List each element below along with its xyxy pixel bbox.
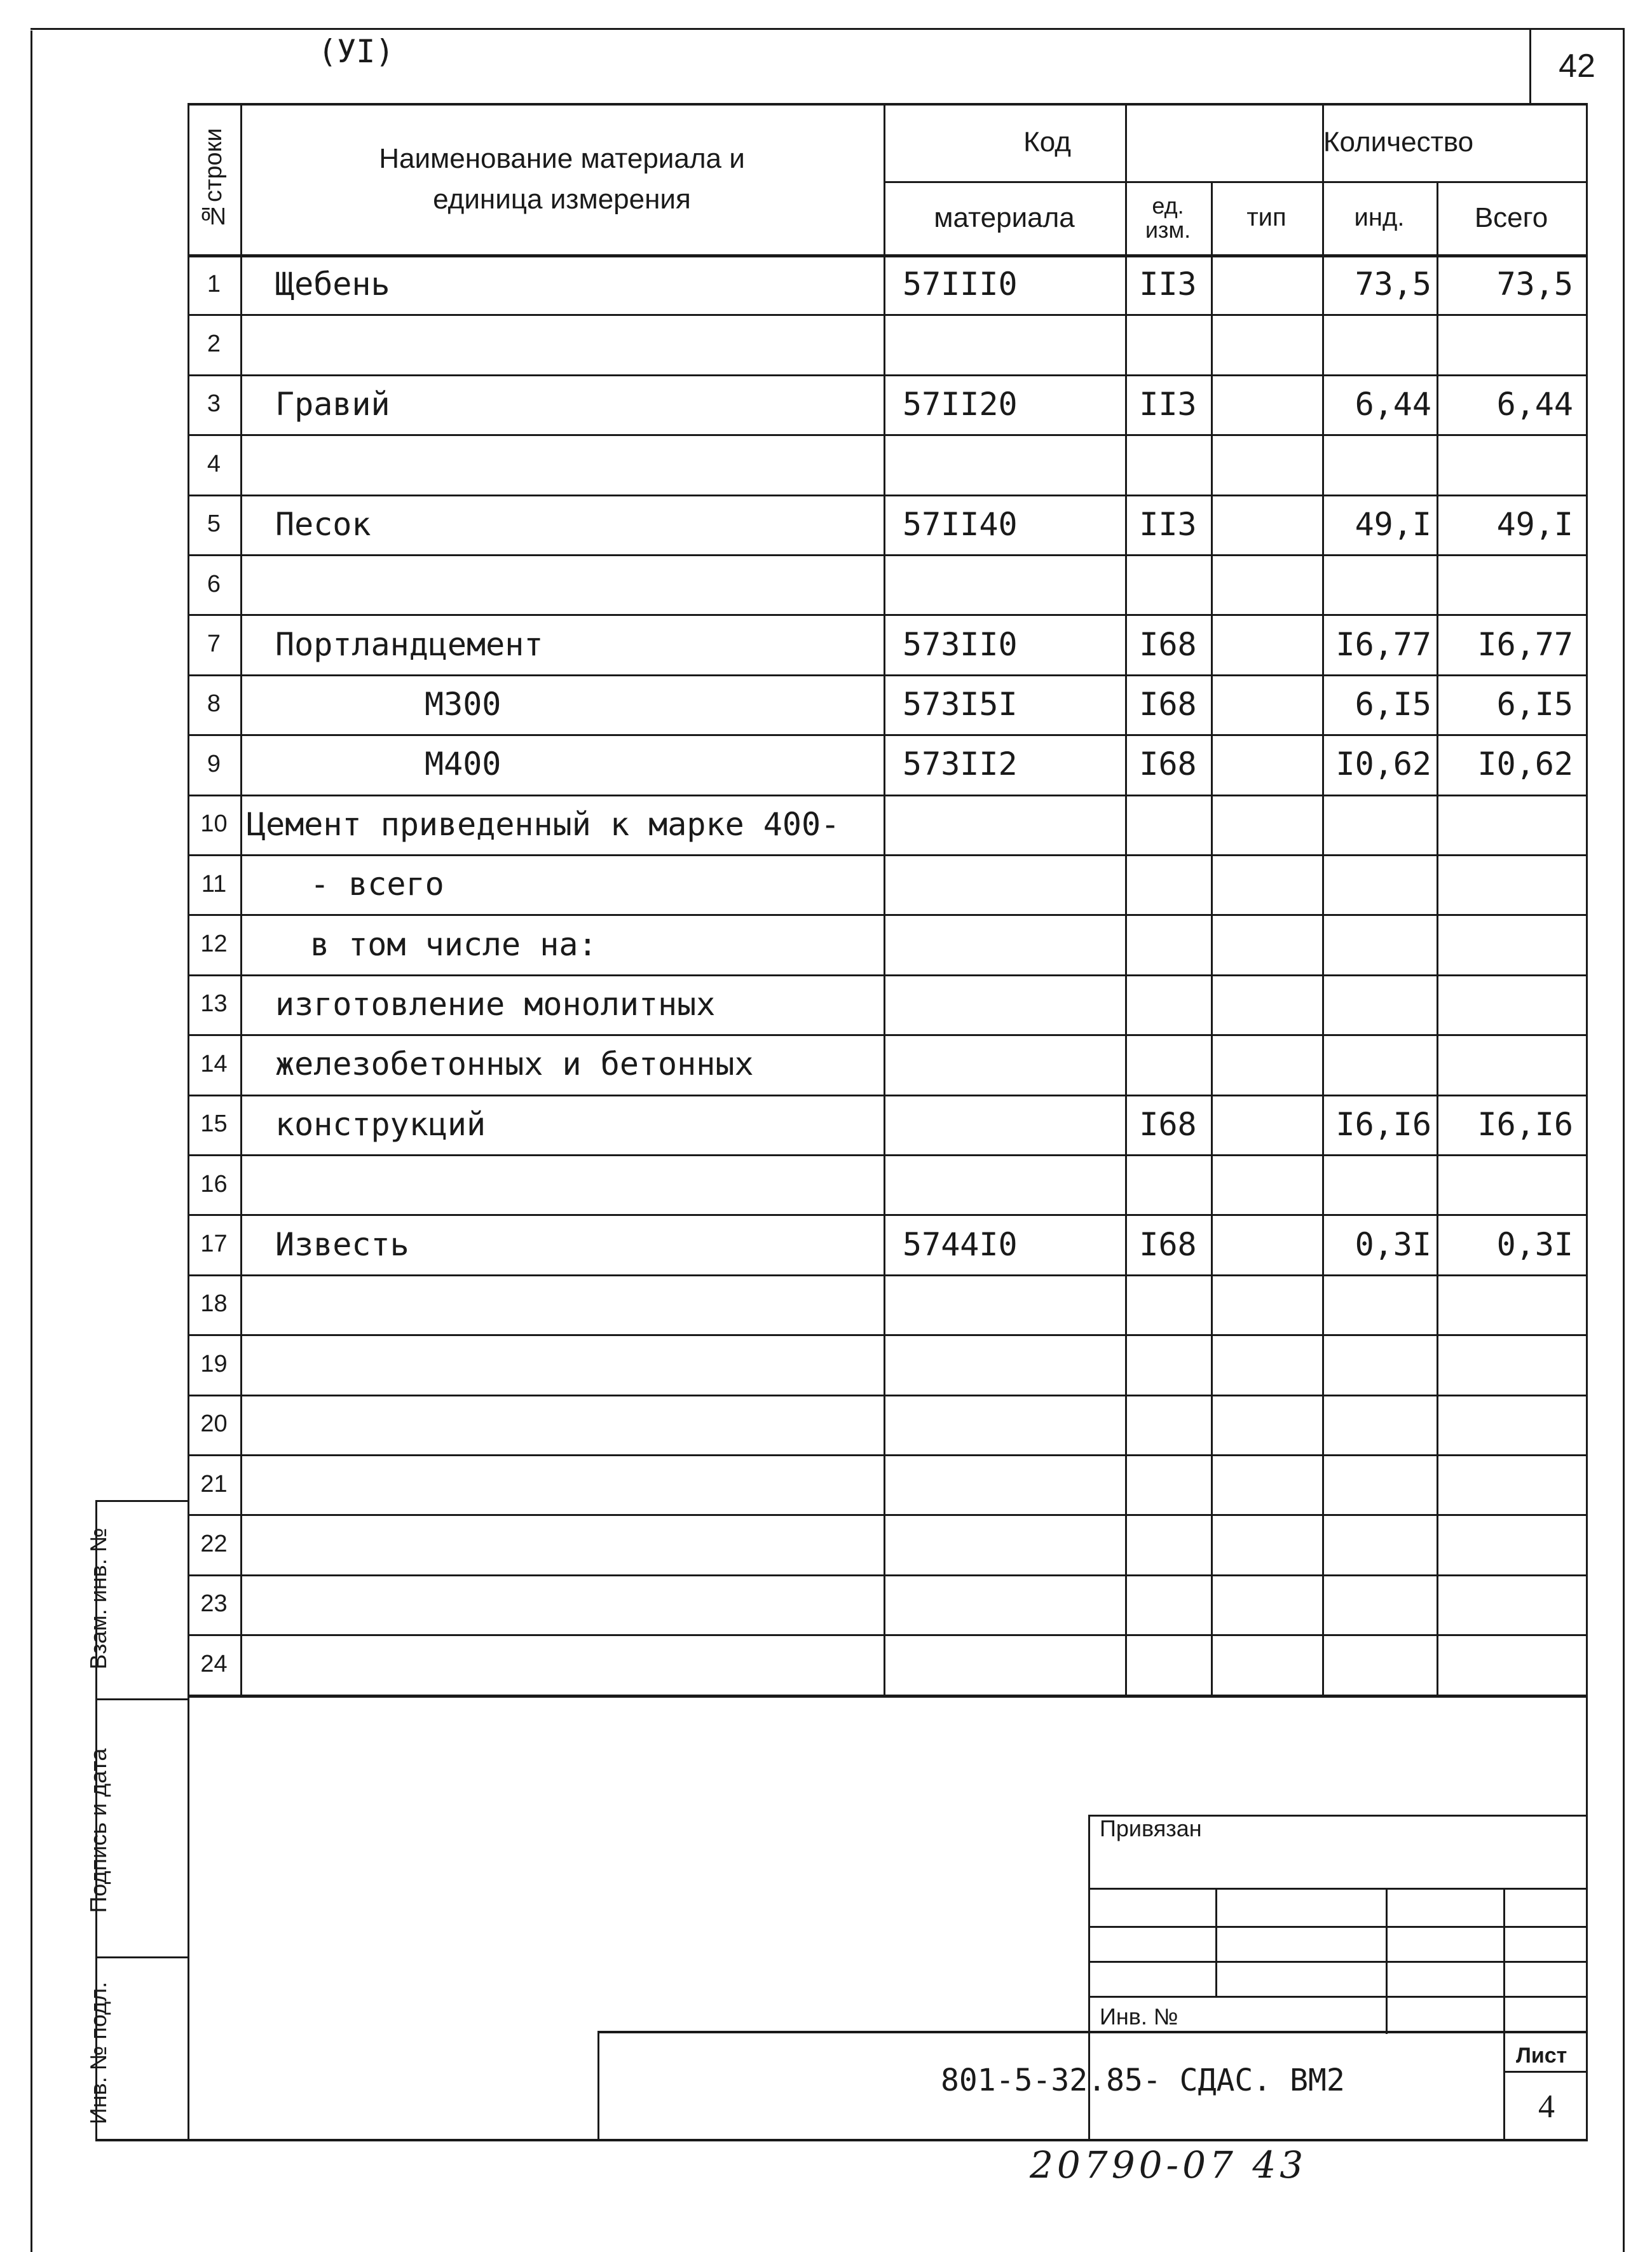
row-total bbox=[1437, 1274, 1573, 1334]
row-ind bbox=[1322, 1034, 1431, 1094]
row-number: 22 bbox=[200, 1531, 228, 1558]
row-name: М300 bbox=[425, 685, 502, 723]
row-name: конструкций bbox=[275, 1105, 486, 1143]
row-total bbox=[1437, 554, 1573, 614]
list-label: Лист bbox=[1516, 2044, 1567, 2068]
row-name bbox=[275, 554, 884, 614]
side-stamp-div1 bbox=[95, 1698, 188, 1700]
row-code: 57II20 bbox=[903, 385, 1018, 423]
row-code bbox=[903, 974, 1125, 1034]
row-total: 6,I5 bbox=[1496, 685, 1573, 723]
row-name bbox=[275, 434, 884, 494]
row-total bbox=[1437, 1574, 1573, 1634]
row-unit bbox=[1125, 914, 1211, 974]
row-unit bbox=[1125, 1634, 1211, 1694]
row-name: железобетонных и бетонных bbox=[275, 1046, 754, 1083]
row-ind bbox=[1322, 1634, 1431, 1694]
row-total: 6,44 bbox=[1496, 385, 1573, 423]
row-code: 5744I0 bbox=[903, 1225, 1018, 1263]
header-quantity: Количество bbox=[1323, 126, 1474, 158]
row-code bbox=[903, 1574, 1125, 1634]
row-unit bbox=[1125, 1574, 1211, 1634]
row-ind bbox=[1322, 1514, 1431, 1574]
tb-vline-1 bbox=[1215, 1888, 1217, 1996]
row-unit: I68 bbox=[1139, 1225, 1197, 1263]
header-qty-ind: инд. bbox=[1354, 203, 1405, 231]
row-number: 9 bbox=[207, 750, 221, 777]
row-total: 49,I bbox=[1496, 505, 1573, 543]
list-number: 4 bbox=[1538, 2089, 1555, 2125]
row-code bbox=[903, 1154, 1125, 1214]
row-code: 573II2 bbox=[903, 746, 1018, 783]
row-total: 0,3I bbox=[1496, 1225, 1573, 1263]
row-unit bbox=[1125, 1395, 1211, 1454]
table-vline-4 bbox=[1211, 181, 1213, 1695]
header-row-number: №строки bbox=[200, 128, 227, 229]
row-total bbox=[1437, 434, 1573, 494]
row-ind bbox=[1322, 974, 1431, 1034]
inv-no-label: Инв. № bbox=[1100, 2003, 1178, 2030]
row-number: 20 bbox=[200, 1410, 228, 1438]
row-code bbox=[903, 795, 1125, 854]
row-number: 8 bbox=[207, 690, 221, 718]
row-ind bbox=[1322, 1154, 1431, 1214]
row-number: 2 bbox=[207, 331, 221, 358]
row-unit bbox=[1125, 1034, 1211, 1094]
side-stamp-top bbox=[95, 1500, 188, 1502]
row-code bbox=[903, 1514, 1125, 1574]
row-unit bbox=[1125, 1274, 1211, 1334]
row-name bbox=[275, 1154, 884, 1214]
tb-vline-2 bbox=[1386, 1888, 1388, 2034]
row-total bbox=[1437, 974, 1573, 1034]
document-code: 801-5-32.85- СДАС. ВМ2 bbox=[941, 2063, 1345, 2098]
row-ind: 6,I5 bbox=[1355, 685, 1431, 723]
row-unit: I68 bbox=[1139, 685, 1197, 723]
tb-vline-3 bbox=[1503, 1888, 1505, 2139]
row-name: Известь bbox=[275, 1225, 409, 1263]
row-ind: 49,I bbox=[1355, 505, 1431, 543]
row-ind bbox=[1322, 1454, 1431, 1514]
row-ind: 6,44 bbox=[1355, 385, 1431, 423]
row-code bbox=[903, 914, 1125, 974]
header-code-unit: ед. изм. bbox=[1145, 192, 1191, 243]
row-total bbox=[1437, 1634, 1573, 1694]
lower-frame-right bbox=[1586, 1695, 1588, 2141]
row-name bbox=[275, 1395, 884, 1454]
row-unit bbox=[1125, 1154, 1211, 1214]
row-ind bbox=[1322, 1274, 1431, 1334]
handwritten-number: 20790-07 43 bbox=[1030, 2143, 1307, 2187]
privyazan-label: Привязан bbox=[1100, 1815, 1202, 1841]
row-ind bbox=[1322, 1334, 1431, 1394]
row-unit: II3 bbox=[1139, 385, 1197, 423]
row-number: 12 bbox=[200, 931, 228, 958]
row-number: 6 bbox=[207, 570, 221, 597]
row-ind: I6,77 bbox=[1335, 625, 1431, 663]
row-unit bbox=[1125, 1514, 1211, 1574]
row-name bbox=[275, 1514, 884, 1574]
row-ind bbox=[1322, 434, 1431, 494]
table-bottom-line bbox=[188, 1695, 1588, 1698]
row-ind: 73,5 bbox=[1355, 266, 1431, 303]
row-total bbox=[1437, 314, 1573, 374]
row-code bbox=[903, 314, 1125, 374]
header-code: Код bbox=[1023, 126, 1071, 158]
row-unit bbox=[1125, 434, 1211, 494]
row-number: 5 bbox=[207, 510, 221, 538]
row-ind bbox=[1322, 914, 1431, 974]
row-code bbox=[903, 554, 1125, 614]
row-number: 23 bbox=[200, 1590, 228, 1618]
row-code: 573I5I bbox=[903, 685, 1018, 723]
row-number: 14 bbox=[200, 1050, 228, 1077]
row-code: 57II40 bbox=[903, 505, 1018, 543]
page-top-border bbox=[31, 28, 1625, 30]
side-stamp-podpis-data: Подпись и дата bbox=[85, 1748, 111, 1913]
row-ind: I6,I6 bbox=[1335, 1105, 1431, 1143]
row-code: 57III0 bbox=[903, 266, 1018, 303]
row-code bbox=[903, 1274, 1125, 1334]
tb-main-top bbox=[597, 2031, 1586, 2033]
row-name: Песок bbox=[275, 505, 371, 543]
row-ind bbox=[1322, 1574, 1431, 1634]
row-name bbox=[275, 1454, 884, 1514]
header-qty-total: Всего bbox=[1474, 201, 1548, 233]
row-unit bbox=[1125, 1334, 1211, 1394]
row-total bbox=[1437, 1454, 1573, 1514]
row-total: 73,5 bbox=[1496, 266, 1573, 303]
lower-frame-left bbox=[188, 1695, 189, 2139]
row-name: М400 bbox=[425, 746, 502, 783]
row-name: изготовление монолитных bbox=[275, 985, 716, 1023]
tb-list-divider bbox=[1503, 2071, 1586, 2073]
row-ind: 0,3I bbox=[1355, 1225, 1431, 1263]
row-ind bbox=[1322, 854, 1431, 914]
row-name bbox=[275, 1634, 884, 1694]
row-number: 19 bbox=[200, 1350, 228, 1377]
row-number: 18 bbox=[200, 1290, 228, 1318]
page-left-border bbox=[31, 31, 32, 2252]
row-number: 17 bbox=[200, 1231, 228, 1258]
row-unit bbox=[1125, 795, 1211, 854]
row-total bbox=[1437, 1514, 1573, 1574]
row-ind: I0,62 bbox=[1335, 746, 1431, 783]
row-code bbox=[903, 1034, 1125, 1094]
row-name: Гравий bbox=[275, 385, 390, 423]
page-right-border bbox=[1623, 28, 1625, 2252]
row-ind bbox=[1322, 1395, 1431, 1454]
row-name bbox=[275, 1274, 884, 1334]
row-unit bbox=[1125, 1454, 1211, 1514]
row-number: 15 bbox=[200, 1110, 228, 1138]
tb-line-2 bbox=[1088, 1888, 1586, 1890]
row-code bbox=[903, 854, 1125, 914]
tb-line-5 bbox=[1088, 1996, 1586, 1998]
row-total: I6,I6 bbox=[1477, 1105, 1573, 1143]
row-number: 21 bbox=[200, 1470, 228, 1498]
row-total bbox=[1437, 854, 1573, 914]
row-total: I6,77 bbox=[1477, 625, 1573, 663]
row-number: 3 bbox=[207, 390, 221, 418]
row-number: 7 bbox=[207, 631, 221, 658]
row-number: 24 bbox=[200, 1650, 228, 1677]
row-name bbox=[275, 1334, 884, 1394]
row-number: 13 bbox=[200, 990, 228, 1018]
side-stamp-inv-podl: Инв. № подл. bbox=[85, 1981, 111, 2125]
row-code bbox=[903, 1395, 1125, 1454]
row-code bbox=[903, 1634, 1125, 1694]
row-name bbox=[275, 1574, 884, 1634]
row-unit: I68 bbox=[1139, 625, 1197, 663]
row-unit bbox=[1125, 974, 1211, 1034]
row-unit bbox=[1125, 854, 1211, 914]
row-total bbox=[1437, 914, 1573, 974]
row-ind bbox=[1322, 554, 1431, 614]
row-name bbox=[275, 314, 884, 374]
row-code bbox=[903, 1334, 1125, 1394]
row-code bbox=[903, 1454, 1125, 1514]
row-unit: I68 bbox=[1139, 746, 1197, 783]
row-name: Цемент приведенный к марке 400- bbox=[247, 805, 840, 843]
top-mark: (УI) bbox=[318, 33, 395, 70]
row-name: в том числе на: bbox=[310, 925, 597, 963]
row-unit: II3 bbox=[1139, 505, 1197, 543]
row-total bbox=[1437, 1034, 1573, 1094]
row-ind bbox=[1322, 795, 1431, 854]
tb-main-left bbox=[597, 2031, 599, 2139]
row-unit: II3 bbox=[1139, 266, 1197, 303]
row-name: Портландцемент bbox=[275, 625, 543, 663]
row-total bbox=[1437, 1395, 1573, 1454]
row-code bbox=[903, 1095, 1125, 1154]
row-total bbox=[1437, 1154, 1573, 1214]
header-name: Наименование материала и единица измерения bbox=[379, 143, 745, 215]
row-name: Щебень bbox=[275, 266, 390, 303]
lower-frame-bottom bbox=[188, 2139, 1588, 2141]
row-number: 11 bbox=[201, 870, 227, 897]
row-number: 1 bbox=[207, 270, 221, 297]
header-qty-type: тип bbox=[1246, 203, 1287, 231]
row-number: 10 bbox=[200, 810, 228, 838]
row-unit: I68 bbox=[1139, 1105, 1197, 1143]
header-code-material: материала bbox=[934, 201, 1075, 233]
sheet-number: 42 bbox=[1559, 48, 1595, 85]
row-ind bbox=[1322, 314, 1431, 374]
row-total bbox=[1437, 795, 1573, 854]
row-unit bbox=[1125, 314, 1211, 374]
tb-line-3 bbox=[1088, 1926, 1586, 1928]
row-code: 573II0 bbox=[903, 625, 1018, 663]
row-name: - всего bbox=[310, 866, 444, 903]
row-number: 16 bbox=[200, 1170, 228, 1198]
tb-line-4 bbox=[1088, 1961, 1586, 1963]
row-code bbox=[903, 434, 1125, 494]
row-total: I0,62 bbox=[1477, 746, 1573, 783]
row-number: 4 bbox=[207, 450, 221, 477]
row-total bbox=[1437, 1334, 1573, 1394]
row-unit bbox=[1125, 554, 1211, 614]
side-stamp-vzam-inv: Взам. инв. № bbox=[85, 1527, 111, 1670]
